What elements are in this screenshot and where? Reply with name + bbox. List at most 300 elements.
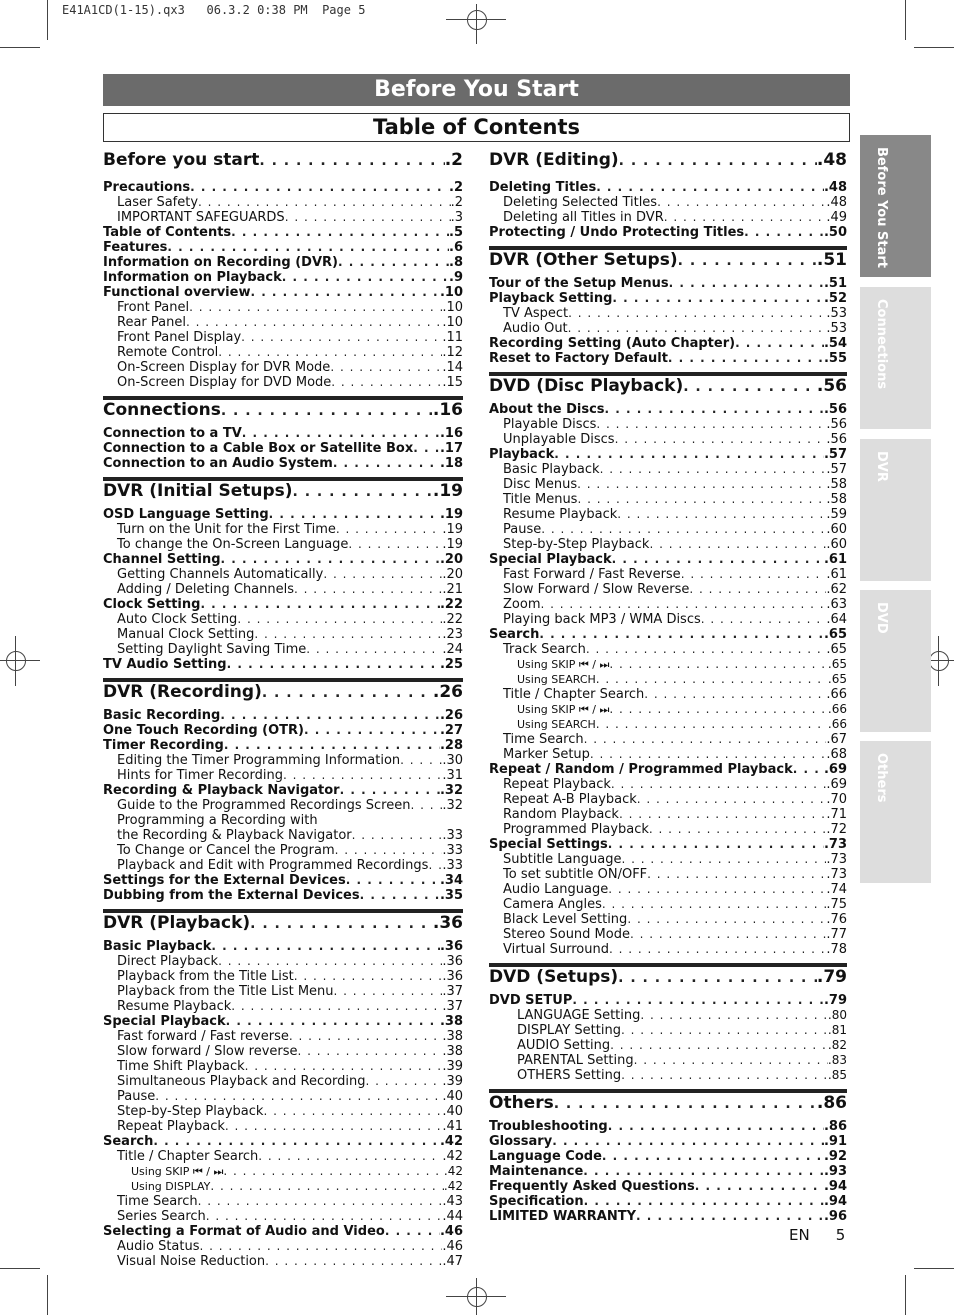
toc-page-number: .55 (823, 351, 847, 366)
toc-page-number: .21 (442, 582, 463, 597)
toc-left-column (103, 150, 463, 1269)
toc-entry[interactable] (489, 1179, 847, 1194)
dot-leader (583, 1164, 824, 1178)
dot-leader (678, 253, 817, 269)
dot-leader (695, 1179, 824, 1193)
toc-entry[interactable] (103, 597, 463, 612)
dot-leader (568, 321, 827, 335)
crop-mark (914, 47, 954, 48)
toc-page-number: .51 (816, 250, 847, 270)
dot-leader (600, 462, 827, 476)
toc-entry[interactable] (489, 747, 847, 762)
toc-page-number: .8 (449, 255, 463, 270)
dot-leader (250, 285, 440, 299)
toc-page-number: .40 (442, 1089, 463, 1104)
toc-entry-title: DVD (Disc Playback) (489, 376, 684, 396)
toc-entry[interactable] (489, 993, 847, 1008)
dot-leader (227, 657, 440, 671)
toc-page-number: .65 (826, 642, 847, 657)
toc-entry[interactable] (489, 477, 847, 492)
toc-page-number: .80 (827, 1008, 847, 1022)
toc-entry[interactable] (489, 912, 847, 927)
toc-page-number: .76 (826, 912, 847, 927)
dot-leader (608, 837, 824, 851)
page-number: 5 (835, 1226, 846, 1244)
toc-entry[interactable] (489, 306, 847, 321)
toc-entry-title: Remote Control (117, 345, 219, 360)
toc-page-number: .42 (443, 1164, 463, 1178)
toc-entry-title: Others (489, 1093, 554, 1113)
toc-page-number: .22 (439, 597, 463, 612)
toc-entry[interactable] (103, 441, 463, 456)
toc-entry[interactable] (103, 888, 463, 903)
dot-leader (226, 1014, 440, 1028)
toc-entry[interactable] (103, 813, 463, 828)
toc-entry[interactable] (103, 375, 463, 390)
toc-entry[interactable] (103, 969, 463, 984)
toc-entry[interactable] (489, 882, 847, 897)
toc-entry[interactable] (103, 360, 463, 375)
dot-leader (294, 582, 442, 596)
toc-entry[interactable] (489, 687, 847, 702)
toc-entry[interactable] (103, 1059, 463, 1074)
toc-entry[interactable] (489, 537, 847, 552)
toc-page-number: .19 (432, 481, 463, 501)
toc-entry[interactable] (489, 897, 847, 912)
toc-entry-title: AUDIO Setting (517, 1038, 611, 1053)
toc-page-number: .26 (432, 682, 463, 702)
toc-entry[interactable] (489, 210, 847, 225)
toc-entry[interactable] (103, 255, 463, 270)
toc-entry[interactable] (103, 330, 463, 345)
toc-entry[interactable] (489, 762, 847, 777)
toc-entry[interactable] (103, 768, 463, 783)
toc-entry-title: Audio Language (503, 882, 609, 897)
toc-page-number: .49 (826, 210, 847, 225)
toc-entry[interactable] (489, 732, 847, 747)
toc-entry-title: Functional overview (103, 285, 251, 300)
toc-entry[interactable] (103, 426, 463, 441)
toc-entry[interactable] (489, 702, 847, 717)
toc-entry-title: Time Search (503, 732, 584, 747)
dot-leader (200, 597, 440, 611)
toc-entry[interactable] (489, 1023, 847, 1038)
toc-entry[interactable] (103, 723, 463, 738)
toc-entry[interactable] (489, 822, 847, 837)
toc-entry[interactable] (103, 345, 463, 360)
toc-entry-title: On-Screen Display for DVD Mode (117, 375, 332, 390)
toc-entry[interactable] (103, 858, 463, 873)
toc-page-number: .54 (823, 336, 847, 351)
toc-section-heading[interactable] (103, 477, 463, 507)
toc-section-heading[interactable] (103, 150, 463, 180)
toc-entry[interactable] (103, 798, 463, 813)
toc-entry[interactable] (103, 285, 463, 300)
toc-entry-title: Title Menus (503, 492, 578, 507)
dot-leader (668, 351, 824, 365)
toc-page-number: .16 (439, 426, 463, 441)
toc-entry[interactable] (489, 552, 847, 567)
toc-section-heading[interactable] (103, 678, 463, 708)
toc-entry[interactable] (103, 954, 463, 969)
dot-leader (223, 1164, 444, 1178)
toc-entry-title: Laser Safety (117, 195, 199, 210)
toc-page-number: .16 (432, 400, 463, 420)
toc-entry[interactable] (103, 738, 463, 753)
toc-entry-title: Playable Discs (503, 417, 597, 432)
toc-page-number: .22 (442, 612, 463, 627)
dot-leader (211, 939, 440, 953)
toc-page-number: .32 (442, 798, 463, 813)
toc-entry-title: Playback from the Title List Menu (117, 984, 334, 999)
toc-entry[interactable] (103, 1149, 463, 1164)
toc-entry[interactable] (489, 351, 847, 366)
toc-entry-title: Using DISPLAY (131, 1180, 211, 1193)
dot-leader (541, 522, 826, 536)
toc-page-number: .72 (826, 822, 847, 837)
dot-leader (283, 768, 442, 782)
toc-section-heading[interactable] (489, 150, 847, 180)
toc-entry-title: Front Panel Display (117, 330, 242, 345)
toc-entry[interactable] (103, 1224, 463, 1239)
toc-page-number: .33 (442, 843, 463, 858)
dot-leader (669, 276, 824, 290)
toc-section-heading[interactable] (489, 963, 847, 993)
toc-entry-title: Troubleshooting (489, 1119, 608, 1134)
chapter-tab-label: DVD (874, 602, 889, 634)
toc-entry[interactable] (489, 462, 847, 477)
dot-leader (577, 477, 826, 491)
chapter-tab[interactable] (860, 135, 931, 277)
toc-entry[interactable] (103, 783, 463, 798)
toc-entry[interactable] (103, 300, 463, 315)
toc-entry-title: Repeat Playback (117, 1119, 225, 1134)
toc-page-number: .19 (439, 507, 463, 522)
dot-leader (554, 447, 824, 461)
toc-entry-title: Selecting a Format of Audio and Video (103, 1224, 385, 1239)
toc-entry-title: Connection to a Cable Box or Satellite Box (103, 441, 414, 456)
chapter-tab[interactable] (860, 439, 931, 581)
dot-leader (647, 867, 826, 881)
toc-entry[interactable] (103, 1164, 463, 1179)
toc-entry-title: IMPORTANT SAFEGUARDS (117, 210, 285, 225)
crop-mark (47, 0, 48, 40)
toc-section-heading[interactable] (489, 1089, 847, 1119)
toc-entry[interactable] (489, 225, 847, 240)
toc-page-number: .36 (432, 913, 463, 933)
toc-entry[interactable] (103, 582, 463, 597)
toc-entry[interactable] (489, 942, 847, 957)
toc-entry[interactable] (489, 837, 847, 852)
toc-entry[interactable] (489, 432, 847, 447)
crop-mark (905, 1275, 906, 1315)
dot-leader (609, 702, 828, 716)
toc-entry[interactable] (489, 567, 847, 582)
toc-entry[interactable] (489, 522, 847, 537)
toc-entry-title: Virtual Surround (503, 942, 609, 957)
dot-leader (627, 912, 826, 926)
chapter-tab[interactable] (860, 590, 931, 732)
toc-entry[interactable] (489, 1194, 847, 1209)
toc-entry[interactable] (103, 999, 463, 1014)
toc-entry-title: Channel Setting (103, 552, 221, 567)
toc-entry[interactable] (103, 1179, 463, 1194)
toc-entry-title: Playing back MP3 / WMA Discs (503, 612, 701, 627)
dot-leader (385, 1224, 440, 1238)
toc-page-number: .19 (442, 522, 463, 537)
toc-entry[interactable] (103, 567, 463, 582)
toc-entry[interactable] (489, 1038, 847, 1053)
toc-page-number: .46 (442, 1239, 463, 1254)
toc-entry[interactable] (103, 552, 463, 567)
toc-page-number: .44 (442, 1209, 463, 1224)
toc-entry[interactable] (103, 522, 463, 537)
toc-entry-title: Series Search (117, 1209, 206, 1224)
toc-page-number: .34 (439, 873, 463, 888)
toc-entry[interactable] (489, 717, 847, 732)
toc-entry[interactable] (489, 642, 847, 657)
dot-leader (640, 1008, 828, 1022)
dot-leader (338, 255, 449, 269)
toc-entry[interactable] (103, 873, 463, 888)
toc-entry[interactable] (489, 492, 847, 507)
toc-entry-title: Fast Forward / Fast Reverse (503, 567, 681, 582)
toc-entry[interactable] (489, 582, 847, 597)
chapter-tab-label: Before You Start (874, 147, 889, 268)
toc-entry[interactable] (103, 708, 463, 723)
toc-entry[interactable] (103, 195, 463, 210)
toc-entry[interactable] (103, 1239, 463, 1254)
toc-page-number: .27 (439, 723, 463, 738)
dot-leader (220, 708, 440, 722)
toc-entry[interactable] (489, 627, 847, 642)
dot-leader (689, 582, 826, 596)
toc-entry-title: Playback from the Title List (117, 969, 294, 984)
toc-entry[interactable] (489, 1134, 847, 1149)
toc-entry[interactable] (103, 180, 463, 195)
toc-entry[interactable] (103, 270, 463, 285)
toc-entry[interactable] (103, 642, 463, 657)
toc-entry[interactable] (103, 828, 463, 843)
toc-entry[interactable] (489, 867, 847, 882)
toc-entry[interactable] (489, 507, 847, 522)
toc-entry[interactable] (489, 1209, 847, 1224)
toc-entry[interactable] (103, 537, 463, 552)
toc-entry[interactable] (103, 1014, 463, 1029)
toc-entry[interactable] (489, 417, 847, 432)
toc-entry[interactable] (103, 1209, 463, 1224)
toc-entry[interactable] (103, 657, 463, 672)
dot-leader (346, 873, 440, 887)
toc-page-number: .47 (442, 1254, 463, 1269)
dot-leader (590, 747, 826, 761)
toc-page-number: .56 (816, 376, 847, 396)
toc-entry-title: Repeat / Random / Programmed Playback (489, 762, 793, 777)
toc-entry[interactable] (489, 807, 847, 822)
toc-entry-title: One Touch Recording (OTR) (103, 723, 304, 738)
toc-page-number: .94 (823, 1179, 847, 1194)
toc-page-number: .65 (827, 657, 847, 671)
toc-page-number: .33 (442, 828, 463, 843)
toc-page-number: .53 (826, 306, 847, 321)
toc-entry[interactable] (489, 672, 847, 687)
toc-entry[interactable] (489, 402, 847, 417)
toc-page-number: .5 (449, 225, 463, 240)
dot-leader (336, 522, 442, 536)
toc-entry-title: Basic Playback (103, 939, 212, 954)
dot-leader (413, 441, 440, 455)
dot-leader (609, 942, 826, 956)
toc-page-number: .2 (444, 150, 463, 170)
toc-entry-title: Playback Setting (489, 291, 613, 306)
toc-page-number: .74 (826, 882, 847, 897)
dot-leader (602, 1149, 824, 1163)
toc-entry[interactable] (103, 1119, 463, 1134)
dot-leader (225, 1119, 442, 1133)
toc-entry[interactable] (103, 240, 463, 255)
toc-entry-title: Glossary (489, 1134, 553, 1149)
toc-entry-title: Clock Setting (103, 597, 201, 612)
toc-entry-title: LIMITED WARRANTY (489, 1209, 637, 1224)
crop-mark (905, 0, 906, 40)
dot-leader (554, 1096, 817, 1112)
dot-leader (596, 417, 826, 431)
toc-entry[interactable] (489, 777, 847, 792)
dot-leader (602, 897, 826, 911)
toc-entry-title: Editing the Timer Programming Information (117, 753, 401, 768)
toc-entry[interactable] (103, 225, 463, 240)
toc-section-heading[interactable] (103, 909, 463, 939)
toc-page-number: .70 (826, 792, 847, 807)
dot-leader (621, 1023, 828, 1037)
toc-page-number: .69 (826, 777, 847, 792)
registration-mark-left (0, 636, 40, 686)
toc-entry-title: the Recording & Playback Navigator (117, 828, 352, 843)
toc-page-number: .93 (823, 1164, 847, 1179)
toc-page-number: .79 (823, 993, 847, 1008)
dot-leader (294, 969, 443, 983)
toc-page-number: .6 (449, 240, 463, 255)
toc-entry-title: Title / Chapter Search (117, 1149, 259, 1164)
toc-section-heading[interactable] (103, 396, 463, 426)
toc-entry[interactable] (489, 321, 847, 336)
toc-entry-title: Using SKIP ⏮ / ⏭ (517, 703, 610, 716)
dot-leader (245, 1059, 443, 1073)
toc-entry[interactable] (489, 1149, 847, 1164)
toc-page-number: .36 (442, 969, 463, 984)
toc-entry[interactable] (103, 1089, 463, 1104)
toc-entry-title: Basic Playback (503, 462, 600, 477)
toc-entry[interactable] (103, 1044, 463, 1059)
toc-entry-title: DISPLAY Setting (517, 1023, 621, 1038)
toc-page-number: .69 (823, 762, 847, 777)
toc-entry-title: Recording & Playback Navigator (103, 783, 340, 798)
toc-entry[interactable] (103, 1029, 463, 1044)
toc-entry[interactable] (103, 843, 463, 858)
dot-leader (242, 426, 440, 440)
toc-entry[interactable] (103, 1104, 463, 1119)
toc-entry-title: Simultaneous Playback and Recording (117, 1074, 366, 1089)
toc-page-number: .15 (442, 375, 463, 390)
toc-page-number: .66 (826, 687, 847, 702)
toc-entry-title: Slow forward / Slow reverse (117, 1044, 298, 1059)
dot-leader (241, 330, 442, 344)
toc-entry[interactable] (489, 792, 847, 807)
toc-entry[interactable] (489, 336, 847, 351)
toc-entry-title: Deleting all Titles in DVR (503, 210, 664, 225)
toc-entry-title: Setting Daylight Saving Time (117, 642, 307, 657)
toc-entry-title: Special Settings (489, 837, 608, 852)
toc-entry-title: Front Panel (117, 300, 190, 315)
toc-page-number: .42 (443, 1179, 463, 1193)
toc-entry[interactable] (103, 753, 463, 768)
toc-entry[interactable] (103, 210, 463, 225)
toc-section-heading[interactable] (489, 246, 847, 276)
toc-entry[interactable] (103, 1074, 463, 1089)
toc-entry[interactable] (103, 939, 463, 954)
dot-leader (348, 537, 442, 551)
toc-entry[interactable] (489, 657, 847, 672)
toc-entry[interactable] (489, 447, 847, 462)
toc-entry-title: OSD Language Setting (103, 507, 269, 522)
toc-page-number: .48 (823, 180, 847, 195)
toc-entry-title: Pause (117, 1089, 156, 1104)
toc-page-number: .73 (826, 852, 847, 867)
toc-entry[interactable] (103, 1194, 463, 1209)
toc-page-number: .56 (823, 402, 847, 417)
toc-entry[interactable] (489, 612, 847, 627)
toc-entry[interactable] (103, 1254, 463, 1269)
toc-entry-title: Disc Menus (503, 477, 578, 492)
dot-leader (190, 180, 449, 194)
toc-entry[interactable] (103, 507, 463, 522)
toc-entry[interactable] (103, 1134, 463, 1149)
toc-entry[interactable] (489, 1068, 847, 1083)
toc-entry[interactable] (489, 1119, 847, 1134)
chapter-tab[interactable] (860, 741, 931, 883)
toc-entry-title: Settings for the External Devices (103, 873, 346, 888)
toc-entry[interactable] (489, 1164, 847, 1179)
toc-entry[interactable] (103, 315, 463, 330)
toc-page-number: .35 (439, 888, 463, 903)
toc-entry-title: Search (103, 1134, 154, 1149)
toc-entry[interactable] (489, 291, 847, 306)
toc-entry[interactable] (103, 456, 463, 471)
toc-section-heading[interactable] (489, 372, 847, 402)
toc-entry[interactable] (489, 1008, 847, 1023)
toc-entry[interactable] (489, 597, 847, 612)
toc-entry[interactable] (103, 612, 463, 627)
toc-entry[interactable] (489, 195, 847, 210)
dot-leader (293, 484, 433, 500)
toc-entry[interactable] (103, 627, 463, 642)
dot-leader (221, 403, 433, 419)
toc-entry-title: To Change or Cancel the Program (117, 843, 335, 858)
toc-entry[interactable] (489, 927, 847, 942)
toc-page-number: .42 (442, 1149, 463, 1164)
toc-entry[interactable] (103, 984, 463, 999)
toc-entry[interactable] (489, 1053, 847, 1068)
toc-entry-title: Adding / Deleting Channels (117, 582, 295, 597)
toc-entry-title: To set subtitle ON/OFF (503, 867, 648, 882)
toc-entry-title: Reset to Factory Default (489, 351, 668, 366)
toc-entry[interactable] (489, 180, 847, 195)
toc-entry[interactable] (489, 852, 847, 867)
toc-entry[interactable] (489, 276, 847, 291)
chapter-tab[interactable] (860, 287, 931, 429)
chapter-tab-label: Connections (874, 299, 889, 390)
dot-leader (198, 195, 451, 209)
